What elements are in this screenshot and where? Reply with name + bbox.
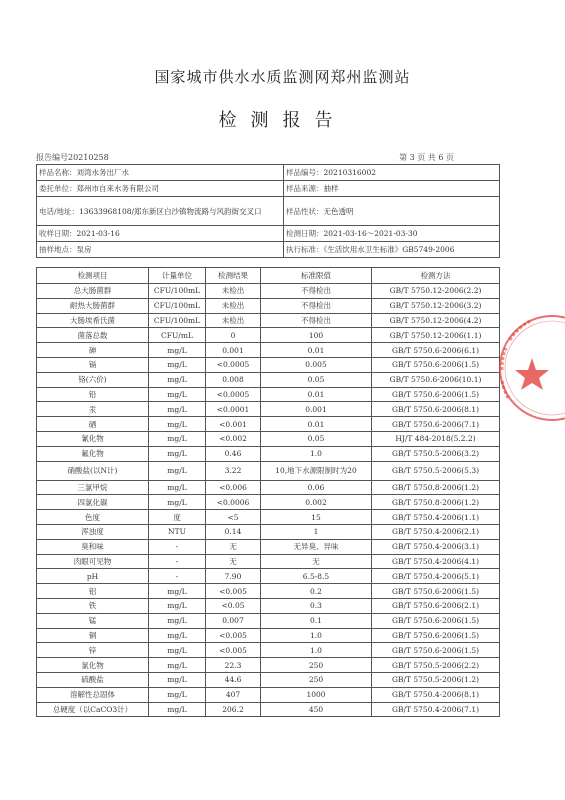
state-cell [284, 197, 500, 226]
page-info: 第 3 页 共 6 页 [399, 153, 454, 162]
cell-unit: mg/L [149, 643, 206, 658]
cell-limit: 6.5-8.5 [261, 569, 372, 584]
cell-result: <0.0001 [206, 402, 261, 417]
cell-item: 硒 [37, 417, 149, 432]
cell-result: 206.2 [206, 702, 261, 717]
cell-limit: 15 [261, 510, 372, 525]
cell-limit: 1000 [261, 687, 372, 702]
cell-limit: 1.0 [261, 643, 372, 658]
cell-item: 锌 [37, 643, 149, 658]
standard-cell [284, 242, 500, 258]
received-label: 收样日期： [39, 229, 77, 238]
cell-item: 耐热大肠菌群 [37, 298, 149, 313]
contact-label: 电话/地址： [39, 206, 80, 216]
source-cell [284, 181, 500, 197]
table-header-row [37, 268, 500, 284]
cell-limit: 不得检出 [261, 313, 372, 328]
cell-method: GB/T 5750.5-2006(3.2) [372, 446, 500, 461]
cell-method: GB/T 5750.4-2006(7.1) [372, 702, 500, 717]
cell-item: 总硬度（以CaCO3计） [37, 702, 149, 717]
cell-item: 铜 [37, 628, 149, 643]
contact-cell [37, 197, 284, 226]
table-row [37, 495, 500, 510]
sample-no-cell [284, 165, 500, 181]
table-row [37, 524, 500, 539]
report-number: 报告编号20210258 [36, 153, 109, 162]
cell-limit: 无异臭、异味 [261, 539, 372, 554]
cell-limit: 不得检出 [261, 284, 372, 299]
cell-item: 菌落总数 [37, 328, 149, 343]
table-row [37, 613, 500, 628]
state-label: 样品性状： [286, 206, 324, 216]
cell-item: 大肠埃希氏菌 [37, 313, 149, 328]
cell-limit: 0.3 [261, 598, 372, 613]
table-row [37, 628, 500, 643]
table-row [37, 402, 500, 417]
table-row [37, 598, 500, 613]
table-row [37, 569, 500, 584]
cell-limit: 0.01 [261, 387, 372, 402]
site-cell [37, 242, 284, 258]
info-row [37, 197, 500, 226]
cell-method: GB/T 5750.5-2006(1.2) [372, 672, 500, 687]
cell-unit: mg/L [149, 387, 206, 402]
cell-limit: 250 [261, 658, 372, 673]
sample-no: 20210316002 [323, 168, 376, 177]
cell-item: 铁 [37, 598, 149, 613]
cell-result: <0.0006 [206, 495, 261, 510]
standard-label: 执行标准： [286, 245, 324, 254]
col-header-unit: 计量单位 [149, 268, 206, 284]
table-row [37, 672, 500, 687]
cell-method: GB/T 5750.4-2006(8.1) [372, 687, 500, 702]
info-row [37, 181, 500, 197]
cell-unit: mg/L [149, 402, 206, 417]
test-date-cell [284, 226, 500, 242]
client: 郑州市自来水务有限公司 [76, 184, 159, 193]
cell-result: 0.008 [206, 372, 261, 387]
cell-unit: mg/L [149, 343, 206, 358]
cell-result: <0.005 [206, 643, 261, 658]
cell-method: GB/T 5750.6-2006(10.1) [372, 372, 500, 387]
cell-unit: mg/L [149, 446, 206, 461]
cell-method: GB/T 5750.6-2006(6.1) [372, 343, 500, 358]
info-row [37, 242, 500, 258]
cell-method: GB/T 5750.12-2006(4.2) [372, 313, 500, 328]
cell-limit: 100 [261, 328, 372, 343]
cell-method: GB/T 5750.6-2006(1.5) [372, 643, 500, 658]
cell-limit: 0.1 [261, 613, 372, 628]
cell-method: GB/T 5750.6-2006(7.1) [372, 417, 500, 432]
cell-unit: mg/L [149, 372, 206, 387]
cell-item: 氰化物 [37, 431, 149, 446]
table-row [37, 446, 500, 461]
official-seal-icon [492, 300, 565, 430]
cell-unit: mg/L [149, 357, 206, 372]
cell-unit: mg/L [149, 672, 206, 687]
cell-method: HJ/T 484-2018(5.2.2) [372, 431, 500, 446]
received-cell [37, 226, 284, 242]
cell-method: GB/T 5750.5-2006(5.3) [372, 461, 500, 480]
results-table [36, 267, 500, 717]
report-topline [36, 150, 454, 164]
cell-limit: 1.0 [261, 628, 372, 643]
cell-unit: CFU/100mL [149, 284, 206, 299]
source-label: 样品来源： [286, 184, 324, 193]
cell-item: 肉眼可见物 [37, 554, 149, 569]
cell-item: 砷 [37, 343, 149, 358]
cell-item: 总大肠菌群 [37, 284, 149, 299]
cell-result: <0.001 [206, 417, 261, 432]
cell-limit: 0.01 [261, 417, 372, 432]
table-row [37, 298, 500, 313]
cell-result: 0 [206, 328, 261, 343]
table-row [37, 328, 500, 343]
cell-result: 22.3 [206, 658, 261, 673]
cell-result: 0.007 [206, 613, 261, 628]
cell-result: 无 [206, 539, 261, 554]
cell-method: GB/T 5750.12-2006(3.2) [372, 298, 500, 313]
cell-result: 7.90 [206, 569, 261, 584]
test-date-label: 检测日期： [286, 229, 324, 238]
state: 无色透明 [323, 206, 354, 216]
table-row [37, 643, 500, 658]
table-row [37, 343, 500, 358]
site-label: 抽样地点： [39, 245, 77, 254]
cell-item: pH [37, 569, 149, 584]
cell-unit: - [149, 569, 206, 584]
source: 抽样 [323, 184, 339, 193]
cell-method: GB/T 5750.6-2006(1.5) [372, 584, 500, 599]
cell-unit: CFU/100mL [149, 298, 206, 313]
cell-item: 镉 [37, 357, 149, 372]
cell-item: 铅 [37, 387, 149, 402]
cell-unit: - [149, 554, 206, 569]
cell-item: 铬(六价) [37, 372, 149, 387]
cell-method: GB/T 5750.8-2006(1.2) [372, 495, 500, 510]
cell-method: GB/T 5750.5-2006(2.2) [372, 658, 500, 673]
sample-no-label: 样品编号： [286, 168, 324, 177]
cell-result: <0.0005 [206, 387, 261, 402]
cell-limit: 0.06 [261, 480, 372, 495]
cell-item: 铝 [37, 584, 149, 599]
cell-method: GB/T 5750.6-2006(1.5) [372, 387, 500, 402]
cell-method: GB/T 5750.6-2006(1.5) [372, 628, 500, 643]
cell-unit: CFU/100mL [149, 313, 206, 328]
cell-method: GB/T 5750.4-2006(5.1) [372, 569, 500, 584]
client-label: 委托单位： [39, 184, 77, 193]
cell-result: 0.001 [206, 343, 261, 358]
cell-unit: mg/L [149, 480, 206, 495]
table-row [37, 387, 500, 402]
cell-limit: 0.2 [261, 584, 372, 599]
cell-limit: 0.001 [261, 402, 372, 417]
cell-unit: NTU [149, 524, 206, 539]
cell-limit: 1 [261, 524, 372, 539]
cell-result: 0.46 [206, 446, 261, 461]
test-date: 2021-03-16～2021-03-30 [323, 229, 418, 238]
sample-name-label: 样品名称： [39, 168, 77, 177]
table-row [37, 313, 500, 328]
cell-limit: 0.005 [261, 357, 372, 372]
cell-item: 氟化物 [37, 446, 149, 461]
table-row [37, 584, 500, 599]
cell-item: 浑浊度 [37, 524, 149, 539]
cell-item: 色度 [37, 510, 149, 525]
col-header-result: 检测结果 [206, 268, 261, 284]
cell-unit: CFU/mL [149, 328, 206, 343]
cell-method: GB/T 5750.6-2006(1.5) [372, 357, 500, 372]
cell-result: <0.05 [206, 598, 261, 613]
cell-result: 未检出 [206, 284, 261, 299]
cell-limit: 10,地下水源限制时为20 [261, 461, 372, 480]
report-title: 检测报告 [218, 110, 347, 131]
cell-unit: mg/L [149, 702, 206, 717]
cell-result: <0.002 [206, 431, 261, 446]
cell-result: 未检出 [206, 298, 261, 313]
table-row [37, 539, 500, 554]
table-row [37, 510, 500, 525]
cell-item: 汞 [37, 402, 149, 417]
cell-limit: 0.05 [261, 431, 372, 446]
cell-item: 三氯甲烷 [37, 480, 149, 495]
cell-item: 硝酸盐(以N计) [37, 461, 149, 480]
cell-method: GB/T 5750.12-2006(1.1) [372, 328, 500, 343]
cell-method: GB/T 5750.4-2006(4.1) [372, 554, 500, 569]
sample-name-cell [37, 165, 284, 181]
cell-method: GB/T 5750.4-2006(3.1) [372, 539, 500, 554]
cell-method: GB/T 5750.8-2006(1.2) [372, 480, 500, 495]
organization-name: 国家城市供水水质监测网郑州监测站 [154, 68, 411, 86]
table-row [37, 702, 500, 717]
cell-method: GB/T 5750.6-2006(8.1) [372, 402, 500, 417]
cell-unit: mg/L [149, 613, 206, 628]
cell-item: 氯化物 [37, 658, 149, 673]
cell-unit: mg/L [149, 431, 206, 446]
site: 泵房 [76, 245, 92, 254]
cell-result: 3.22 [206, 461, 261, 480]
cell-method: GB/T 5750.12-2006(2.2) [372, 284, 500, 299]
col-header-limit: 标准限值 [261, 268, 372, 284]
cell-limit: 1.0 [261, 446, 372, 461]
cell-unit: mg/L [149, 687, 206, 702]
cell-result: 未检出 [206, 313, 261, 328]
cell-item: 臭和味 [37, 539, 149, 554]
cell-limit: 不得检出 [261, 298, 372, 313]
standard: 《生活饮用水卫生标准》GB5749-2006 [323, 245, 455, 254]
table-row [37, 480, 500, 495]
cell-unit: mg/L [149, 417, 206, 432]
table-row [37, 284, 500, 299]
cell-result: <0.005 [206, 628, 261, 643]
cell-limit: 0.002 [261, 495, 372, 510]
cell-result: 0.14 [206, 524, 261, 539]
cell-method: GB/T 5750.4-2006(2.1) [372, 524, 500, 539]
table-row [37, 357, 500, 372]
cell-limit: 无 [261, 554, 372, 569]
cell-result: <0.006 [206, 480, 261, 495]
cell-unit: - [149, 539, 206, 554]
cell-method: GB/T 5750.6-2006(2.1) [372, 598, 500, 613]
table-row [37, 658, 500, 673]
cell-method: GB/T 5750.6-2006(1.5) [372, 613, 500, 628]
contact: 13633968108/郑东新区白沙镇物流路与风韵街交叉口 [79, 206, 262, 216]
table-row [37, 431, 500, 446]
table-row [37, 687, 500, 702]
cell-unit: mg/L [149, 628, 206, 643]
cell-item: 溶解性总固体 [37, 687, 149, 702]
cell-unit: mg/L [149, 461, 206, 480]
table-row [37, 417, 500, 432]
cell-item: 四氯化碳 [37, 495, 149, 510]
info-row [37, 165, 500, 181]
sample-info-table [36, 164, 500, 258]
table-row [37, 372, 500, 387]
sample-name: 刘湾水务出厂水 [76, 168, 129, 177]
client-cell [37, 181, 284, 197]
table-row [37, 554, 500, 569]
cell-unit: mg/L [149, 584, 206, 599]
cell-unit: mg/L [149, 658, 206, 673]
cell-result: 407 [206, 687, 261, 702]
cell-limit: 0.01 [261, 343, 372, 358]
table-row [37, 461, 500, 480]
cell-unit: 度 [149, 510, 206, 525]
cell-item: 锰 [37, 613, 149, 628]
cell-item: 硫酸盐 [37, 672, 149, 687]
cell-method: GB/T 5750.4-2006(1.1) [372, 510, 500, 525]
cell-result: <5 [206, 510, 261, 525]
cell-limit: 250 [261, 672, 372, 687]
info-row [37, 226, 500, 242]
cell-limit: 450 [261, 702, 372, 717]
cell-result: 无 [206, 554, 261, 569]
col-header-method: 检测方法 [372, 268, 500, 284]
cell-result: <0.005 [206, 584, 261, 599]
cell-unit: mg/L [149, 598, 206, 613]
cell-unit: mg/L [149, 495, 206, 510]
received-date: 2021-03-16 [76, 229, 120, 238]
col-header-item: 检测项目 [37, 268, 149, 284]
cell-result: <0.0005 [206, 357, 261, 372]
cell-limit: 0.05 [261, 372, 372, 387]
cell-result: 44.6 [206, 672, 261, 687]
